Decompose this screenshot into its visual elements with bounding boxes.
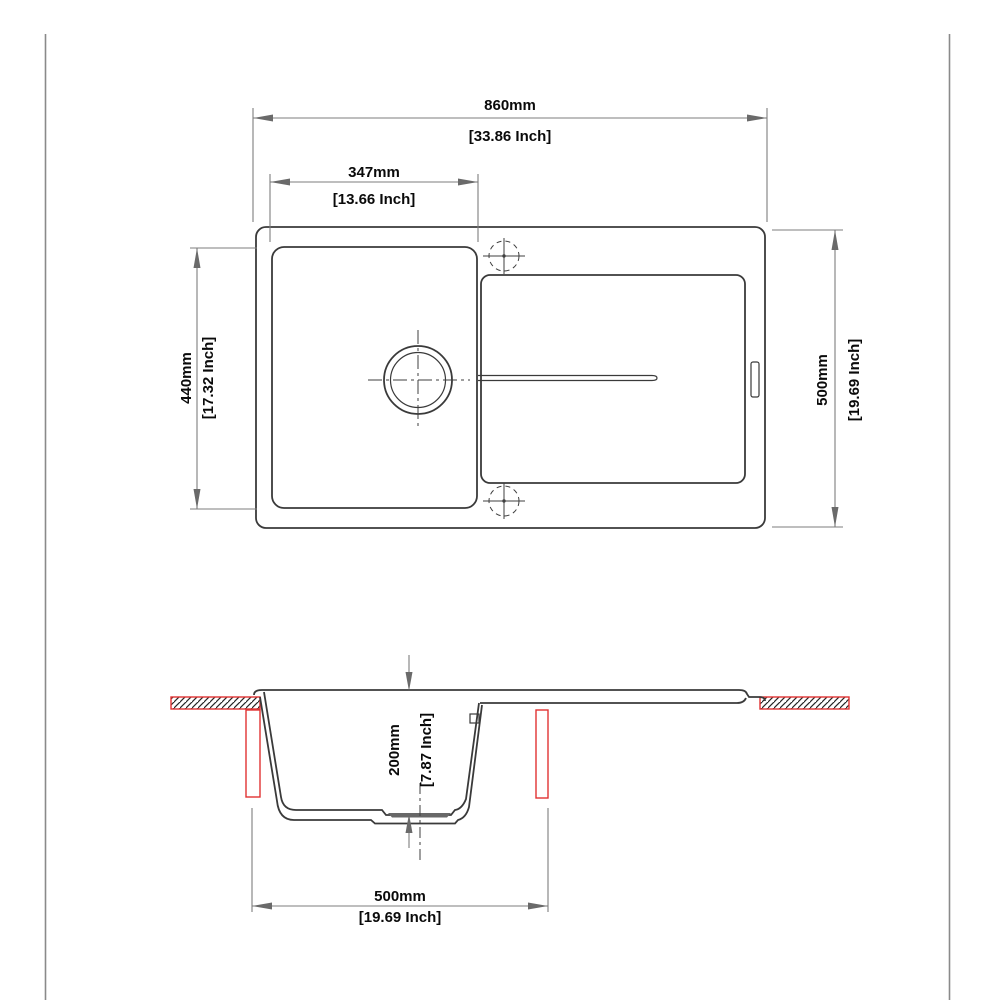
dim-bowl-width-inch: [13.66 Inch]: [332, 191, 416, 208]
arrowhead-bottom: [194, 489, 201, 509]
dim-overall-depth-mm: 500mm: [814, 354, 831, 406]
arrowhead-left: [270, 179, 290, 186]
section-bowl-inner-wall: [264, 692, 479, 815]
arrowhead-down: [406, 672, 413, 691]
dim-overall-depth-inch: [19.69 Inch]: [846, 338, 863, 422]
overflow-slot: [751, 362, 759, 397]
dim-bowl-depth-mm: 200mm: [386, 724, 403, 776]
plan-view: [256, 227, 765, 528]
drainer-groove: [478, 376, 657, 381]
tap-hole-marker-top: [483, 238, 525, 274]
dim-overall-width-inch: [33.86 Inch]: [468, 128, 552, 145]
dim-bowl-width: [270, 164, 478, 242]
countertop-section-left: [171, 697, 260, 709]
section-drainer-underside: [480, 698, 746, 703]
sink-bowl: [272, 247, 477, 508]
dim-bowl-length: [178, 248, 257, 509]
section-view: [171, 690, 849, 860]
dim-cutout-width: [252, 808, 548, 926]
dim-cutout-width-mm: 500mm: [374, 888, 426, 905]
section-top-surface: [254, 690, 765, 701]
dim-bowl-length-mm: 440mm: [178, 352, 195, 404]
dim-bowl-width-mm: 347mm: [348, 164, 400, 181]
arrowhead-bottom: [832, 507, 839, 527]
clamp-marker-right: [536, 710, 548, 798]
countertop-section-right: [760, 697, 849, 709]
arrowhead-top: [832, 230, 839, 250]
dim-overall-width-mm: 860mm: [484, 97, 536, 114]
arrowhead-left: [252, 903, 272, 910]
arrowhead-right: [528, 903, 548, 910]
arrowhead-right: [747, 115, 767, 122]
clamp-marker-left: [246, 710, 260, 797]
dim-overall-width: [253, 97, 767, 222]
dim-bowl-depth-inch: [7.87 Inch]: [418, 712, 435, 788]
section-bowl-outer-wall: [260, 697, 482, 824]
dim-bowl-depth: [386, 655, 435, 848]
dim-overall-depth: [772, 230, 863, 527]
arrowhead-left: [253, 115, 273, 122]
drainer-board: [481, 275, 745, 483]
arrowhead-right: [458, 179, 478, 186]
dim-cutout-width-inch: [19.69 Inch]: [358, 909, 442, 926]
dim-bowl-length-inch: [17.32 Inch]: [200, 336, 217, 420]
tap-hole-marker-bottom: [483, 483, 525, 519]
arrowhead-top: [194, 248, 201, 268]
